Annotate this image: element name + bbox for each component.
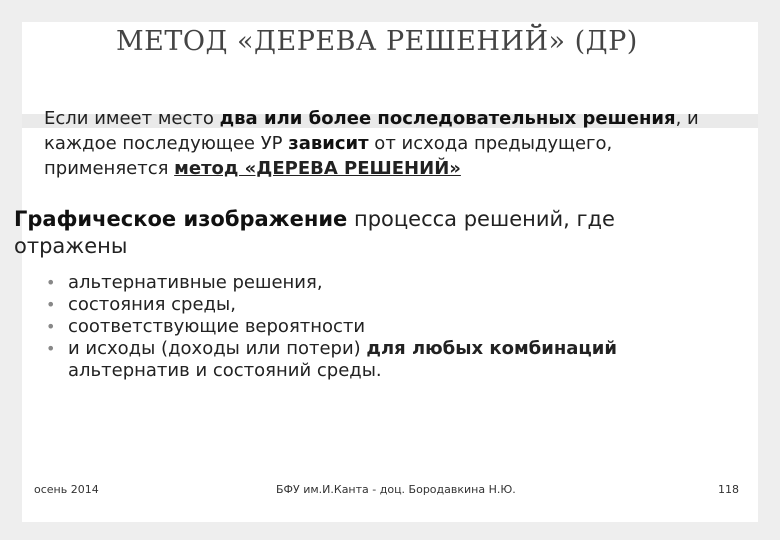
footer-date: осень 2014: [34, 483, 99, 496]
bullet-tail: альтернатив и состояний среды.: [68, 360, 382, 381]
list-item: [46, 272, 736, 294]
bullet-bold: для любых комбинаций: [366, 338, 617, 359]
list-item: [46, 294, 736, 316]
bullet-icon: •: [46, 295, 56, 314]
bullet-text: состояния среды,: [68, 294, 236, 315]
graphic-heading-bold: Графическое изображение: [14, 207, 348, 231]
para-text-3: от исхода предыдущего, применяется: [44, 133, 613, 179]
intro-paragraph: [44, 106, 734, 181]
bullet-icon: •: [46, 339, 56, 358]
para-bold-2: зависит: [288, 133, 369, 154]
graphic-heading: [14, 206, 729, 260]
bullet-icon: •: [46, 273, 56, 292]
para-text-2: , и каждое последующее УР: [44, 108, 699, 154]
list-item: [46, 316, 736, 338]
bullet-text: альтернативные решения,: [68, 272, 323, 293]
bullet-list: [46, 272, 736, 382]
bullet-text: соответствующие вероятности: [68, 316, 366, 337]
page-number: 118: [718, 483, 739, 496]
para-text-1: Если имеет место: [44, 108, 220, 129]
method-name: метод «ДЕРЕВА РЕШЕНИЙ»: [174, 158, 461, 179]
bullet-text: и исходы (доходы или потери): [68, 338, 367, 359]
title-band: [22, 22, 758, 114]
list-item: [46, 338, 736, 382]
footer-author: БФУ им.И.Канта - доц. Бородавкина Н.Ю.: [276, 483, 516, 496]
para-bold-1: два или более последовательных решения: [219, 108, 676, 129]
graphic-heading-rest: процесса решений, где отражены: [14, 207, 615, 258]
bullet-icon: •: [46, 317, 56, 336]
slide-title: МЕТОД «ДЕРЕВА РЕШЕНИЙ» (ДР): [116, 26, 638, 57]
